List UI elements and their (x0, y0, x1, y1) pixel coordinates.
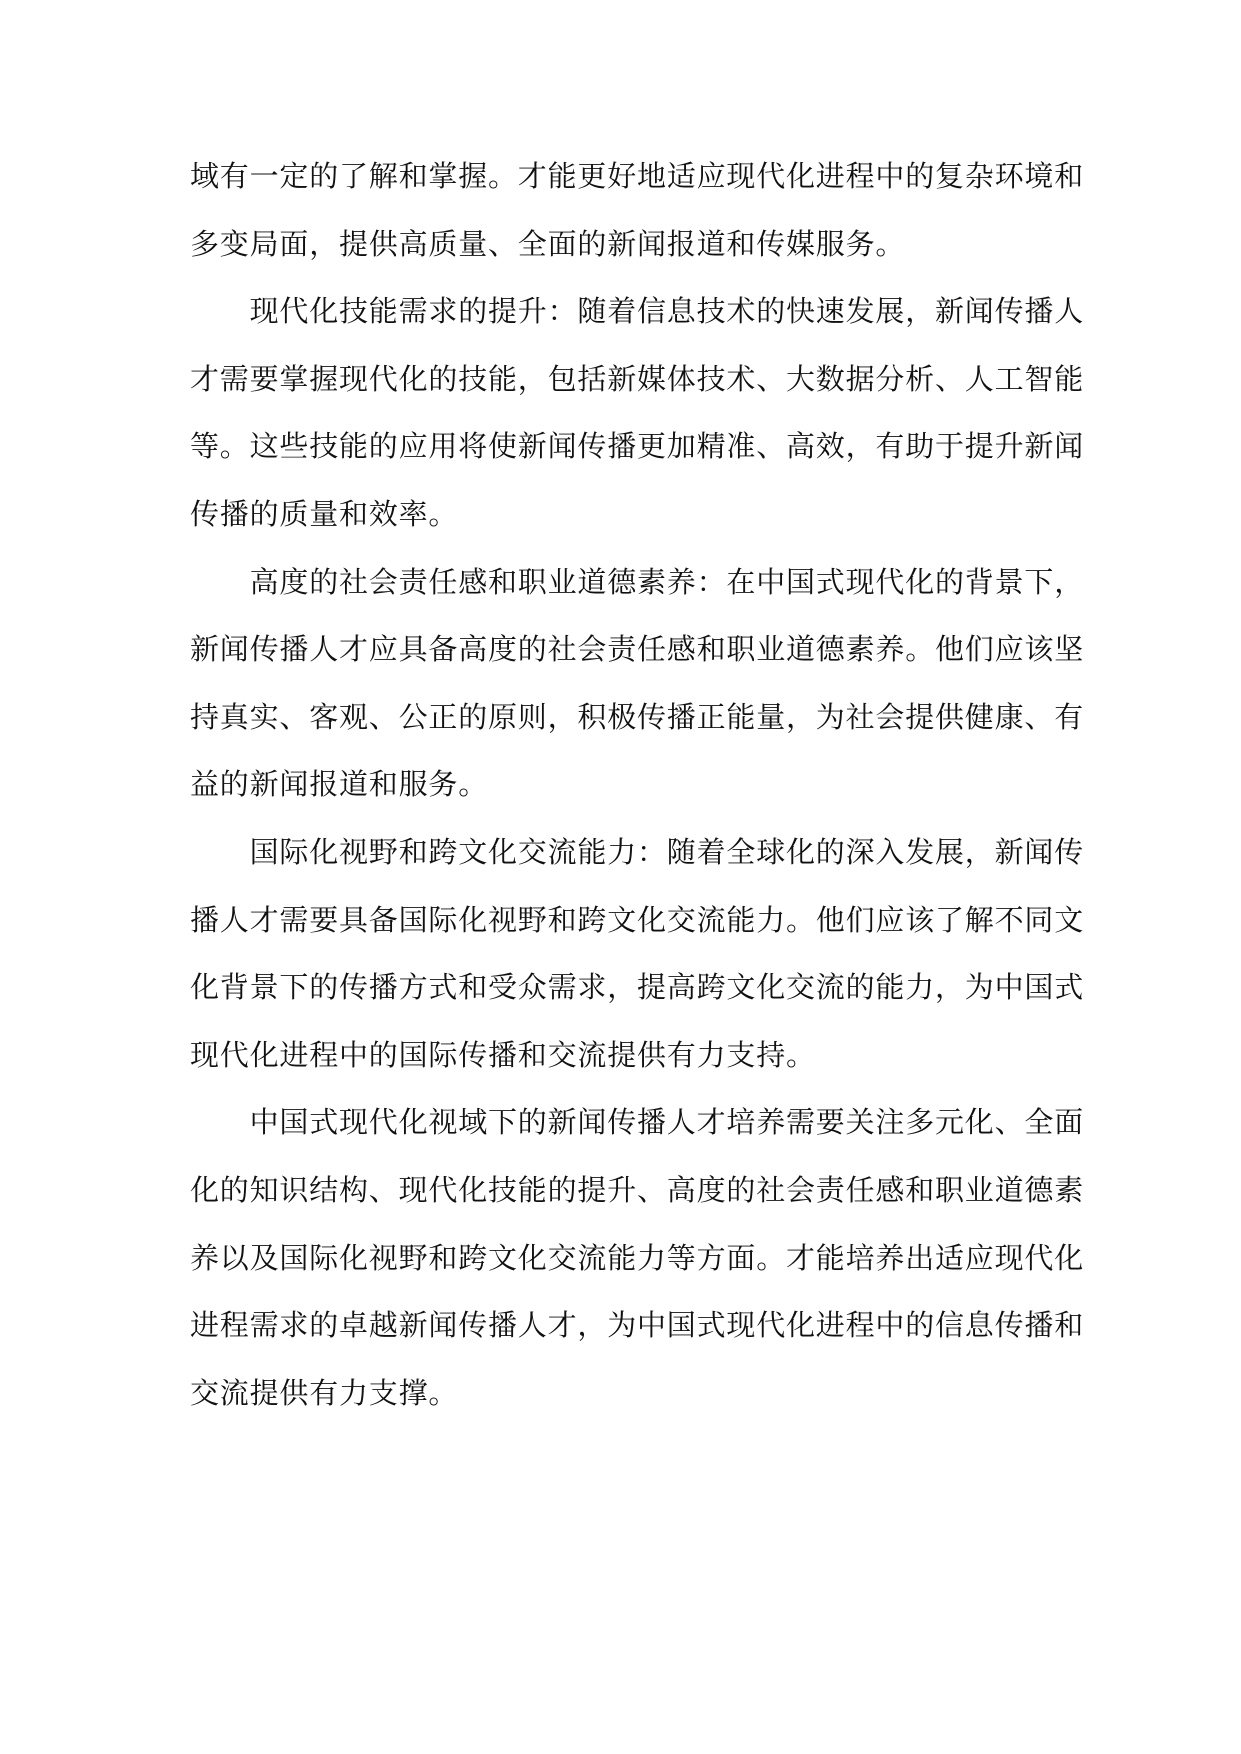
text-line: 现代化进程中的国际传播和交流提供有力支持。 (190, 1037, 816, 1072)
text-line: 新闻传播人才应具备高度的社会责任感和职业道德素养。他们应该坚 (190, 632, 1085, 667)
text-line: 多变局面，提供高质量、全面的新闻报道和传媒服务。 (190, 226, 906, 261)
text-line: 等。这些技能的应用将使新闻传播更加精准、高效，有助于提升新闻 (190, 429, 1085, 464)
text-line: 交流提供有力支撑。 (190, 1375, 459, 1410)
text-line: 养以及国际化视野和跨文化交流能力等方面。才能培养出适应现代化 (190, 1240, 1085, 1275)
text-line: 益的新闻报道和服务。 (190, 767, 489, 802)
text-line: 中国式现代化视域下的新闻传播人才培养需要关注多元化、全面 (190, 1105, 1085, 1140)
text-line: 播人才需要具备国际化视野和跨文化交流能力。他们应该了解不同文 (190, 902, 1085, 937)
text-line: 化背景下的传播方式和受众需求，提高跨文化交流的能力，为中国式 (190, 970, 1085, 1005)
text-line: 才需要掌握现代化的技能，包括新媒体技术、大数据分析、人工智能 (190, 361, 1085, 396)
text-line: 进程需求的卓越新闻传播人才，为中国式现代化进程中的信息传播和 (190, 1308, 1085, 1343)
text-line: 域有一定的了解和掌握。才能更好地适应现代化进程中的复杂环境和 (190, 159, 1085, 193)
text-line: 国际化视野和跨文化交流能力：随着全球化的深入发展，新闻传 (190, 834, 1085, 869)
text-line: 持真实、客观、公正的原则，积极传播正能量，为社会提供健康、有 (190, 699, 1085, 734)
text-line: 现代化技能需求的提升：随着信息技术的快速发展，新闻传播人 (190, 294, 1085, 329)
text-line: 传播的质量和效率。 (190, 496, 459, 531)
text-line: 化的知识结构、现代化技能的提升、高度的社会责任感和职业道德素 (190, 1172, 1085, 1207)
body-text (190, 143, 1085, 1427)
text-line: 高度的社会责任感和职业道德素养：在中国式现代化的背景下， (190, 564, 1085, 599)
